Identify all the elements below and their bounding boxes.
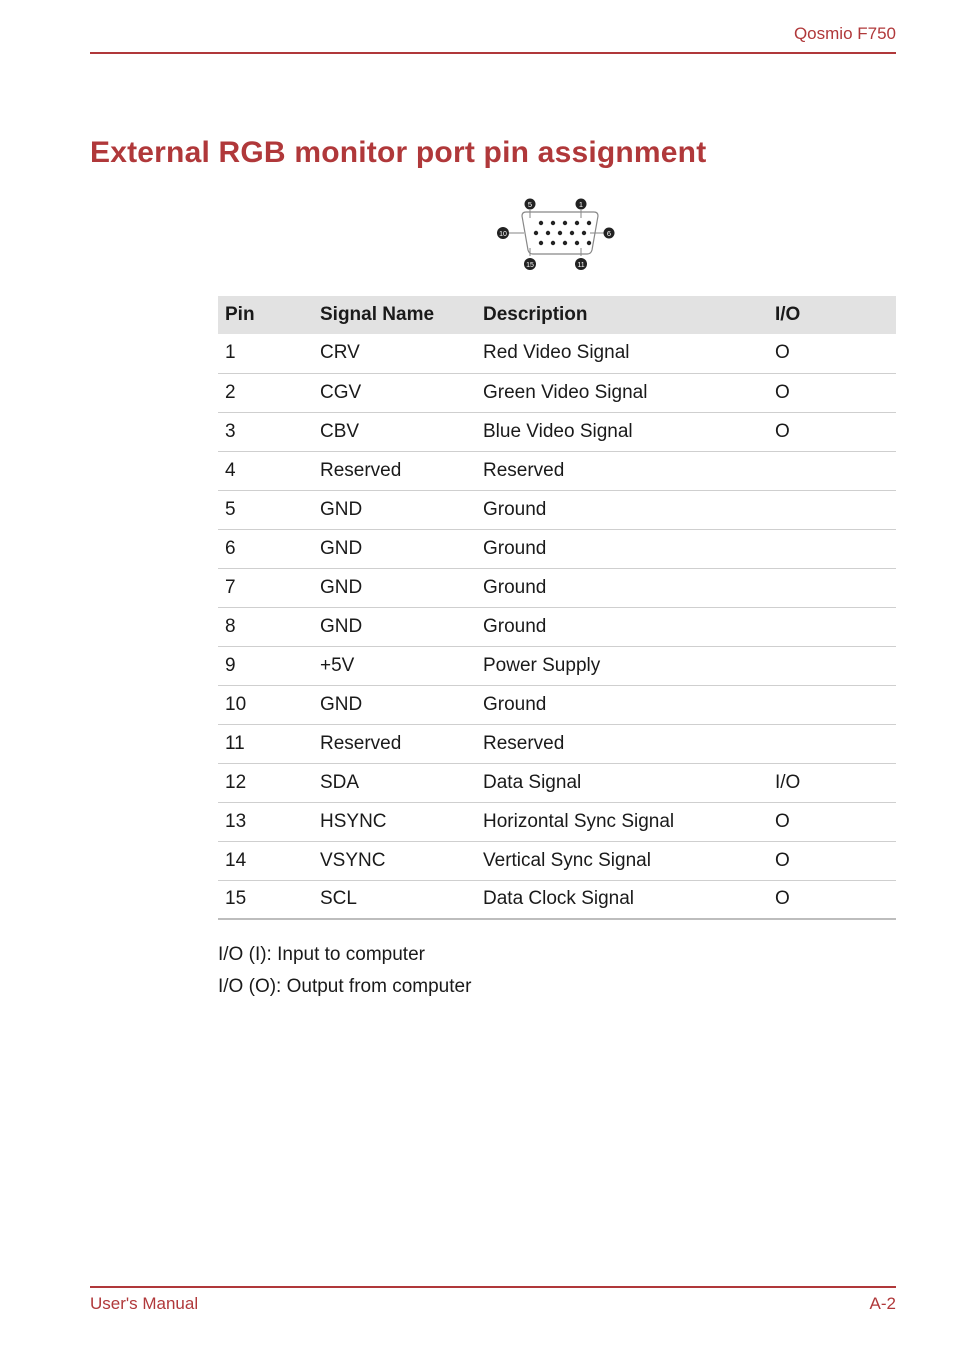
cell-description: Ground — [476, 685, 768, 724]
cell-pin: 11 — [218, 724, 313, 763]
cell-description: Ground — [476, 568, 768, 607]
cell-description: Ground — [476, 607, 768, 646]
cell-signal-name: SCL — [313, 880, 476, 919]
table-row — [218, 607, 896, 646]
cell-io: O — [768, 373, 896, 412]
table-body — [218, 334, 896, 919]
cell-description: Horizontal Sync Signal — [476, 802, 768, 841]
pin-15-label: 15 — [526, 262, 534, 269]
cell-io — [768, 607, 896, 646]
header-pin: Pin — [218, 296, 313, 334]
cell-pin: 2 — [218, 373, 313, 412]
table-row — [218, 802, 896, 841]
table-row — [218, 724, 896, 763]
pin-5-label: 5 — [527, 200, 533, 209]
note-input: I/O (I): Input to computer — [218, 944, 425, 965]
table-row — [218, 880, 896, 919]
footer-manual-title: User's Manual — [90, 1294, 199, 1313]
cell-io — [768, 490, 896, 529]
cell-description: Blue Video Signal — [476, 412, 768, 451]
table-row — [218, 685, 896, 724]
cell-pin: 6 — [218, 529, 313, 568]
cell-signal-name: VSYNC — [313, 841, 476, 880]
footer-page-number: A-2 — [869, 1294, 896, 1313]
cell-description: Red Video Signal — [476, 334, 768, 373]
cell-pin: 1 — [218, 334, 313, 373]
pin-11-label: 11 — [577, 262, 585, 269]
table-row — [218, 568, 896, 607]
cell-signal-name: HSYNC — [313, 802, 476, 841]
pin-10-label: 10 — [499, 231, 507, 238]
header-product-name: Qosmio F750 — [793, 24, 896, 43]
table-row — [218, 412, 896, 451]
cell-signal-name: CBV — [313, 412, 476, 451]
vga-db15-connector-icon — [494, 194, 618, 272]
cell-description: Reserved — [476, 724, 768, 763]
cell-io: O — [768, 412, 896, 451]
cell-pin: 7 — [218, 568, 313, 607]
cell-signal-name: GND — [313, 490, 476, 529]
cell-description: Ground — [476, 529, 768, 568]
cell-io — [768, 724, 896, 763]
cell-pin: 9 — [218, 646, 313, 685]
cell-description: Reserved — [476, 451, 768, 490]
cell-io: O — [768, 802, 896, 841]
cell-signal-name: CGV — [313, 373, 476, 412]
cell-io — [768, 529, 896, 568]
cell-io: O — [768, 841, 896, 880]
cell-pin: 12 — [218, 763, 313, 802]
pin-1-label: 1 — [578, 200, 584, 209]
header-divider — [90, 52, 896, 54]
header-signal-name: Signal Name — [313, 296, 476, 334]
table-row — [218, 841, 896, 880]
table-header-row — [218, 296, 896, 334]
cell-signal-name: SDA — [313, 763, 476, 802]
table-row — [218, 334, 896, 373]
cell-signal-name: GND — [313, 529, 476, 568]
cell-signal-name: +5V — [313, 646, 476, 685]
cell-pin: 14 — [218, 841, 313, 880]
cell-io — [768, 451, 896, 490]
cell-pin: 15 — [218, 880, 313, 919]
cell-signal-name: Reserved — [313, 724, 476, 763]
cell-signal-name: CRV — [313, 334, 476, 373]
table-row — [218, 529, 896, 568]
cell-io — [768, 646, 896, 685]
pin-6-label: 6 — [606, 229, 612, 238]
header-description: Description — [476, 296, 768, 334]
cell-description: Data Signal — [476, 763, 768, 802]
io-notes — [218, 939, 471, 1003]
cell-signal-name: GND — [313, 568, 476, 607]
cell-io: O — [768, 334, 896, 373]
table-row — [218, 373, 896, 412]
cell-io — [768, 685, 896, 724]
cell-description: Green Video Signal — [476, 373, 768, 412]
cell-description: Ground — [476, 490, 768, 529]
cell-pin: 4 — [218, 451, 313, 490]
cell-signal-name: GND — [313, 685, 476, 724]
cell-pin: 10 — [218, 685, 313, 724]
table-row — [218, 646, 896, 685]
table-row — [218, 763, 896, 802]
note-output: I/O (O): Output from computer — [218, 976, 472, 997]
cell-pin: 13 — [218, 802, 313, 841]
cell-pin: 8 — [218, 607, 313, 646]
table-row — [218, 490, 896, 529]
cell-signal-name: GND — [313, 607, 476, 646]
page-title: External RGB monitor port pin assignment — [90, 136, 707, 169]
cell-io: O — [768, 880, 896, 919]
cell-description: Vertical Sync Signal — [476, 841, 768, 880]
cell-pin: 5 — [218, 490, 313, 529]
cell-signal-name: Reserved — [313, 451, 476, 490]
table-row — [218, 451, 896, 490]
pin-assignment-table — [218, 296, 896, 920]
header-io: I/O — [768, 296, 896, 334]
cell-io — [768, 568, 896, 607]
cell-description: Data Clock Signal — [476, 880, 768, 919]
footer-divider — [90, 1286, 896, 1288]
cell-description: Power Supply — [476, 646, 768, 685]
cell-pin: 3 — [218, 412, 313, 451]
cell-io: I/O — [768, 763, 896, 802]
